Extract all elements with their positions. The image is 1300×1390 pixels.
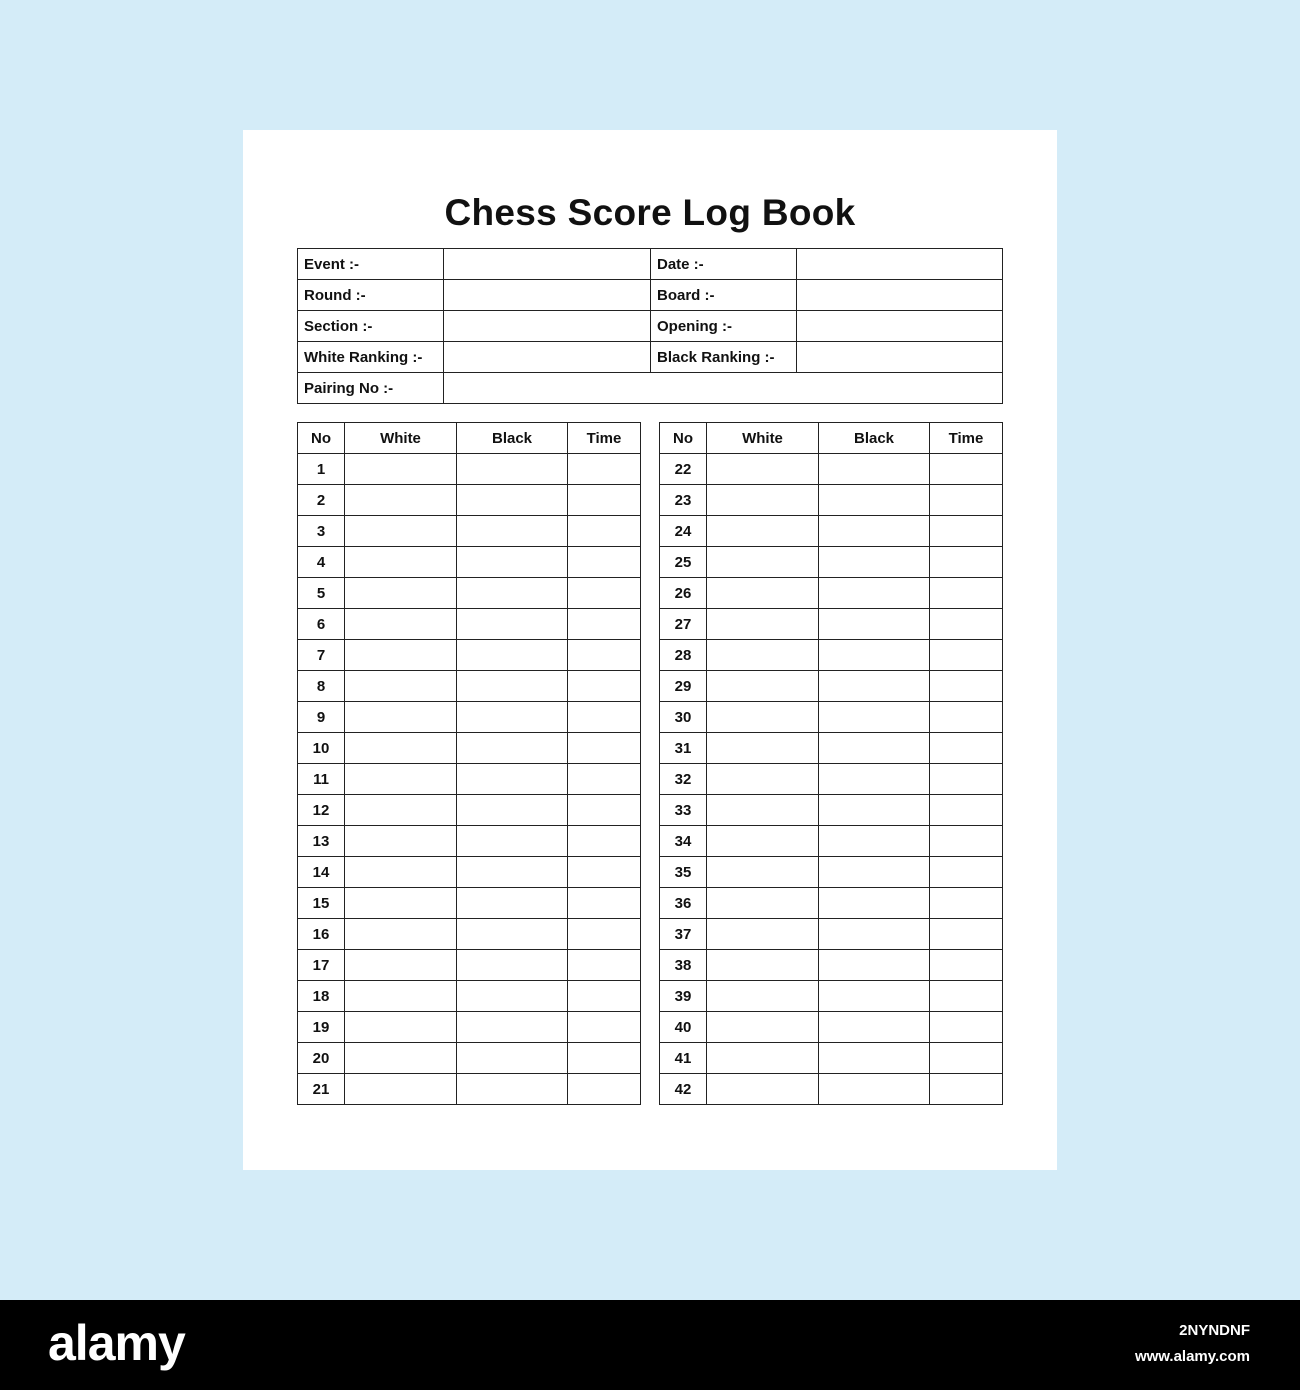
black-move-cell[interactable] — [457, 671, 568, 702]
white-move-cell[interactable] — [345, 516, 457, 547]
move-row — [298, 888, 641, 919]
move-number: 7 — [298, 640, 345, 671]
white-move-cell[interactable] — [707, 609, 819, 640]
white-move-cell[interactable] — [707, 454, 819, 485]
header-no: No — [298, 423, 345, 454]
white-move-cell[interactable] — [707, 888, 819, 919]
white-move-cell[interactable] — [707, 1012, 819, 1043]
info-label: Board :- — [651, 280, 797, 311]
time-cell[interactable] — [930, 888, 1003, 919]
move-row — [660, 1012, 1003, 1043]
white-move-cell[interactable] — [707, 857, 819, 888]
footer-bar — [0, 1300, 1300, 1390]
white-move-cell[interactable] — [345, 919, 457, 950]
time-cell[interactable] — [930, 702, 1003, 733]
white-move-cell[interactable] — [345, 857, 457, 888]
info-label: Opening :- — [651, 311, 797, 342]
time-cell[interactable] — [930, 826, 1003, 857]
move-row — [298, 919, 641, 950]
move-number: 42 — [660, 1074, 707, 1105]
black-move-cell[interactable] — [819, 640, 930, 671]
info-field[interactable] — [797, 280, 1003, 311]
white-move-cell[interactable] — [345, 578, 457, 609]
time-cell[interactable] — [568, 764, 641, 795]
image-id: 2NYNDNF — [1179, 1322, 1250, 1339]
move-number: 19 — [298, 1012, 345, 1043]
move-number: 36 — [660, 888, 707, 919]
white-move-cell[interactable] — [707, 733, 819, 764]
time-cell[interactable] — [568, 578, 641, 609]
white-move-cell[interactable] — [707, 671, 819, 702]
black-move-cell[interactable] — [819, 578, 930, 609]
move-row — [298, 1012, 641, 1043]
move-row — [298, 857, 641, 888]
move-number: 15 — [298, 888, 345, 919]
move-number: 31 — [660, 733, 707, 764]
move-number: 39 — [660, 981, 707, 1012]
info-field[interactable] — [797, 342, 1003, 373]
move-row — [660, 671, 1003, 702]
white-move-cell[interactable] — [707, 485, 819, 516]
white-move-cell[interactable] — [707, 795, 819, 826]
white-move-cell[interactable] — [345, 454, 457, 485]
white-move-cell[interactable] — [345, 981, 457, 1012]
white-move-cell[interactable] — [707, 764, 819, 795]
black-move-cell[interactable] — [819, 702, 930, 733]
move-number: 26 — [660, 578, 707, 609]
move-row — [660, 981, 1003, 1012]
time-cell[interactable] — [568, 919, 641, 950]
time-cell[interactable] — [568, 547, 641, 578]
black-move-cell[interactable] — [819, 764, 930, 795]
move-number: 1 — [298, 454, 345, 485]
move-row — [660, 640, 1003, 671]
black-move-cell[interactable] — [457, 702, 568, 733]
black-move-cell[interactable] — [457, 454, 568, 485]
footer-logo: alamy — [48, 1315, 185, 1371]
move-number: 24 — [660, 516, 707, 547]
white-move-cell[interactable] — [345, 1012, 457, 1043]
time-cell[interactable] — [568, 826, 641, 857]
move-row — [660, 950, 1003, 981]
black-move-cell[interactable] — [457, 981, 568, 1012]
info-row-pairing — [298, 373, 1003, 404]
time-cell[interactable] — [930, 981, 1003, 1012]
move-row — [660, 702, 1003, 733]
moves-table-right — [659, 422, 1003, 1105]
move-row — [660, 764, 1003, 795]
white-move-cell[interactable] — [707, 919, 819, 950]
black-move-cell[interactable] — [819, 919, 930, 950]
black-move-cell[interactable] — [457, 1012, 568, 1043]
black-move-cell[interactable] — [457, 764, 568, 795]
time-cell[interactable] — [568, 640, 641, 671]
move-number: 2 — [298, 485, 345, 516]
move-row — [298, 547, 641, 578]
move-number: 23 — [660, 485, 707, 516]
white-move-cell[interactable] — [707, 1074, 819, 1105]
move-row — [660, 888, 1003, 919]
info-label: Date :- — [651, 249, 797, 280]
move-number: 40 — [660, 1012, 707, 1043]
info-field[interactable] — [444, 280, 651, 311]
time-cell[interactable] — [568, 485, 641, 516]
white-move-cell[interactable] — [345, 702, 457, 733]
black-move-cell[interactable] — [457, 795, 568, 826]
move-row — [298, 1043, 641, 1074]
time-cell[interactable] — [930, 764, 1003, 795]
move-number: 4 — [298, 547, 345, 578]
time-cell[interactable] — [568, 454, 641, 485]
white-move-cell[interactable] — [707, 981, 819, 1012]
header-black: Black — [457, 423, 568, 454]
move-number: 25 — [660, 547, 707, 578]
move-number: 34 — [660, 826, 707, 857]
move-row — [660, 609, 1003, 640]
move-row — [298, 795, 641, 826]
move-row — [298, 826, 641, 857]
black-move-cell[interactable] — [457, 888, 568, 919]
time-cell[interactable] — [568, 1074, 641, 1105]
black-move-cell[interactable] — [457, 733, 568, 764]
time-cell[interactable] — [930, 516, 1003, 547]
move-number: 32 — [660, 764, 707, 795]
black-move-cell[interactable] — [819, 1012, 930, 1043]
black-move-cell[interactable] — [457, 919, 568, 950]
move-row — [298, 981, 641, 1012]
move-number: 13 — [298, 826, 345, 857]
time-cell[interactable] — [568, 671, 641, 702]
white-move-cell[interactable] — [707, 1043, 819, 1074]
header-row — [660, 423, 1003, 454]
page-title: Chess Score Log Book — [444, 192, 856, 233]
move-number: 29 — [660, 671, 707, 702]
move-row — [298, 764, 641, 795]
time-cell[interactable] — [568, 1043, 641, 1074]
move-row — [298, 733, 641, 764]
time-cell[interactable] — [930, 485, 1003, 516]
info-label: Round :- — [298, 280, 444, 311]
time-cell[interactable] — [930, 919, 1003, 950]
white-move-cell[interactable] — [707, 578, 819, 609]
move-number: 3 — [298, 516, 345, 547]
move-number: 28 — [660, 640, 707, 671]
header-row — [298, 423, 641, 454]
black-move-cell[interactable] — [457, 826, 568, 857]
time-cell[interactable] — [930, 1074, 1003, 1105]
info-row — [298, 342, 1003, 373]
info-label: Event :- — [298, 249, 444, 280]
move-number: 16 — [298, 919, 345, 950]
move-number: 21 — [298, 1074, 345, 1105]
black-move-cell[interactable] — [819, 981, 930, 1012]
move-number: 20 — [298, 1043, 345, 1074]
move-row — [660, 795, 1003, 826]
time-cell[interactable] — [568, 795, 641, 826]
move-row — [660, 547, 1003, 578]
black-move-cell[interactable] — [457, 857, 568, 888]
move-row — [660, 919, 1003, 950]
info-field[interactable] — [444, 342, 651, 373]
time-cell[interactable] — [930, 1043, 1003, 1074]
black-move-cell[interactable] — [819, 826, 930, 857]
white-move-cell[interactable] — [345, 671, 457, 702]
header-time: Time — [930, 423, 1003, 454]
move-number: 10 — [298, 733, 345, 764]
white-move-cell[interactable] — [707, 640, 819, 671]
header-black: Black — [819, 423, 930, 454]
move-number: 33 — [660, 795, 707, 826]
white-move-cell[interactable] — [345, 1043, 457, 1074]
time-cell[interactable] — [568, 1012, 641, 1043]
time-cell[interactable] — [930, 857, 1003, 888]
header-white: White — [345, 423, 457, 454]
info-row — [298, 280, 1003, 311]
move-number: 6 — [298, 609, 345, 640]
info-label: Section :- — [298, 311, 444, 342]
move-row — [660, 1043, 1003, 1074]
moves-table-left — [297, 422, 641, 1105]
move-row — [298, 640, 641, 671]
move-row — [660, 578, 1003, 609]
move-number: 8 — [298, 671, 345, 702]
move-row — [660, 454, 1003, 485]
black-move-cell[interactable] — [457, 950, 568, 981]
move-number: 35 — [660, 857, 707, 888]
black-move-cell[interactable] — [457, 1043, 568, 1074]
black-move-cell[interactable] — [457, 516, 568, 547]
time-cell[interactable] — [568, 516, 641, 547]
move-row — [660, 733, 1003, 764]
move-number: 12 — [298, 795, 345, 826]
time-cell[interactable] — [930, 1012, 1003, 1043]
white-move-cell[interactable] — [345, 485, 457, 516]
info-field[interactable] — [797, 249, 1003, 280]
black-move-cell[interactable] — [819, 950, 930, 981]
info-row — [298, 249, 1003, 280]
move-row — [298, 516, 641, 547]
black-move-cell[interactable] — [819, 671, 930, 702]
white-move-cell[interactable] — [345, 547, 457, 578]
move-number: 30 — [660, 702, 707, 733]
white-move-cell[interactable] — [345, 640, 457, 671]
time-cell[interactable] — [930, 578, 1003, 609]
move-row — [660, 1074, 1003, 1105]
white-move-cell[interactable] — [345, 764, 457, 795]
black-move-cell[interactable] — [457, 485, 568, 516]
move-number: 27 — [660, 609, 707, 640]
move-number: 38 — [660, 950, 707, 981]
black-move-cell[interactable] — [819, 547, 930, 578]
header-white: White — [707, 423, 819, 454]
time-cell[interactable] — [568, 888, 641, 919]
pairing-field[interactable] — [444, 373, 1003, 404]
info-label: Black Ranking :- — [651, 342, 797, 373]
info-label: White Ranking :- — [298, 342, 444, 373]
move-number: 22 — [660, 454, 707, 485]
black-move-cell[interactable] — [819, 485, 930, 516]
header-time: Time — [568, 423, 641, 454]
black-move-cell[interactable] — [819, 454, 930, 485]
header-no: No — [660, 423, 707, 454]
white-move-cell[interactable] — [707, 702, 819, 733]
black-move-cell[interactable] — [819, 1074, 930, 1105]
white-move-cell[interactable] — [345, 733, 457, 764]
black-move-cell[interactable] — [819, 1043, 930, 1074]
white-move-cell[interactable] — [345, 609, 457, 640]
time-cell[interactable] — [568, 609, 641, 640]
white-move-cell[interactable] — [345, 888, 457, 919]
move-row — [298, 578, 641, 609]
move-number: 41 — [660, 1043, 707, 1074]
footer-url: www.alamy.com — [1134, 1348, 1250, 1365]
black-move-cell[interactable] — [457, 547, 568, 578]
black-move-cell[interactable] — [457, 578, 568, 609]
time-cell[interactable] — [930, 733, 1003, 764]
move-row — [298, 950, 641, 981]
move-number: 9 — [298, 702, 345, 733]
move-row — [298, 485, 641, 516]
white-move-cell[interactable] — [345, 826, 457, 857]
black-move-cell[interactable] — [819, 516, 930, 547]
white-move-cell[interactable] — [345, 795, 457, 826]
white-move-cell[interactable] — [707, 826, 819, 857]
move-number: 37 — [660, 919, 707, 950]
move-row — [298, 454, 641, 485]
black-move-cell[interactable] — [457, 640, 568, 671]
info-label: Pairing No :- — [298, 373, 444, 404]
time-cell[interactable] — [568, 950, 641, 981]
move-number: 17 — [298, 950, 345, 981]
move-number: 18 — [298, 981, 345, 1012]
move-number: 11 — [298, 764, 345, 795]
move-row — [298, 702, 641, 733]
move-number: 5 — [298, 578, 345, 609]
move-row — [298, 671, 641, 702]
time-cell[interactable] — [568, 733, 641, 764]
black-move-cell[interactable] — [457, 1074, 568, 1105]
info-table — [297, 248, 1003, 404]
black-move-cell[interactable] — [457, 609, 568, 640]
time-cell[interactable] — [930, 454, 1003, 485]
move-row — [660, 857, 1003, 888]
move-row — [660, 485, 1003, 516]
white-move-cell[interactable] — [707, 516, 819, 547]
info-field[interactable] — [444, 249, 651, 280]
black-move-cell[interactable] — [819, 609, 930, 640]
move-number: 14 — [298, 857, 345, 888]
black-move-cell[interactable] — [819, 733, 930, 764]
move-row — [298, 1074, 641, 1105]
info-row — [298, 311, 1003, 342]
time-cell[interactable] — [568, 981, 641, 1012]
white-move-cell[interactable] — [345, 1074, 457, 1105]
white-move-cell[interactable] — [707, 950, 819, 981]
move-row — [298, 609, 641, 640]
black-move-cell[interactable] — [819, 888, 930, 919]
time-cell[interactable] — [930, 671, 1003, 702]
time-cell[interactable] — [930, 547, 1003, 578]
time-cell[interactable] — [568, 702, 641, 733]
time-cell[interactable] — [930, 950, 1003, 981]
black-move-cell[interactable] — [819, 857, 930, 888]
time-cell[interactable] — [568, 857, 641, 888]
black-move-cell[interactable] — [819, 795, 930, 826]
info-field[interactable] — [444, 311, 651, 342]
move-row — [660, 826, 1003, 857]
info-field[interactable] — [797, 311, 1003, 342]
time-cell[interactable] — [930, 795, 1003, 826]
time-cell[interactable] — [930, 640, 1003, 671]
time-cell[interactable] — [930, 609, 1003, 640]
move-row — [660, 516, 1003, 547]
white-move-cell[interactable] — [707, 547, 819, 578]
white-move-cell[interactable] — [345, 950, 457, 981]
